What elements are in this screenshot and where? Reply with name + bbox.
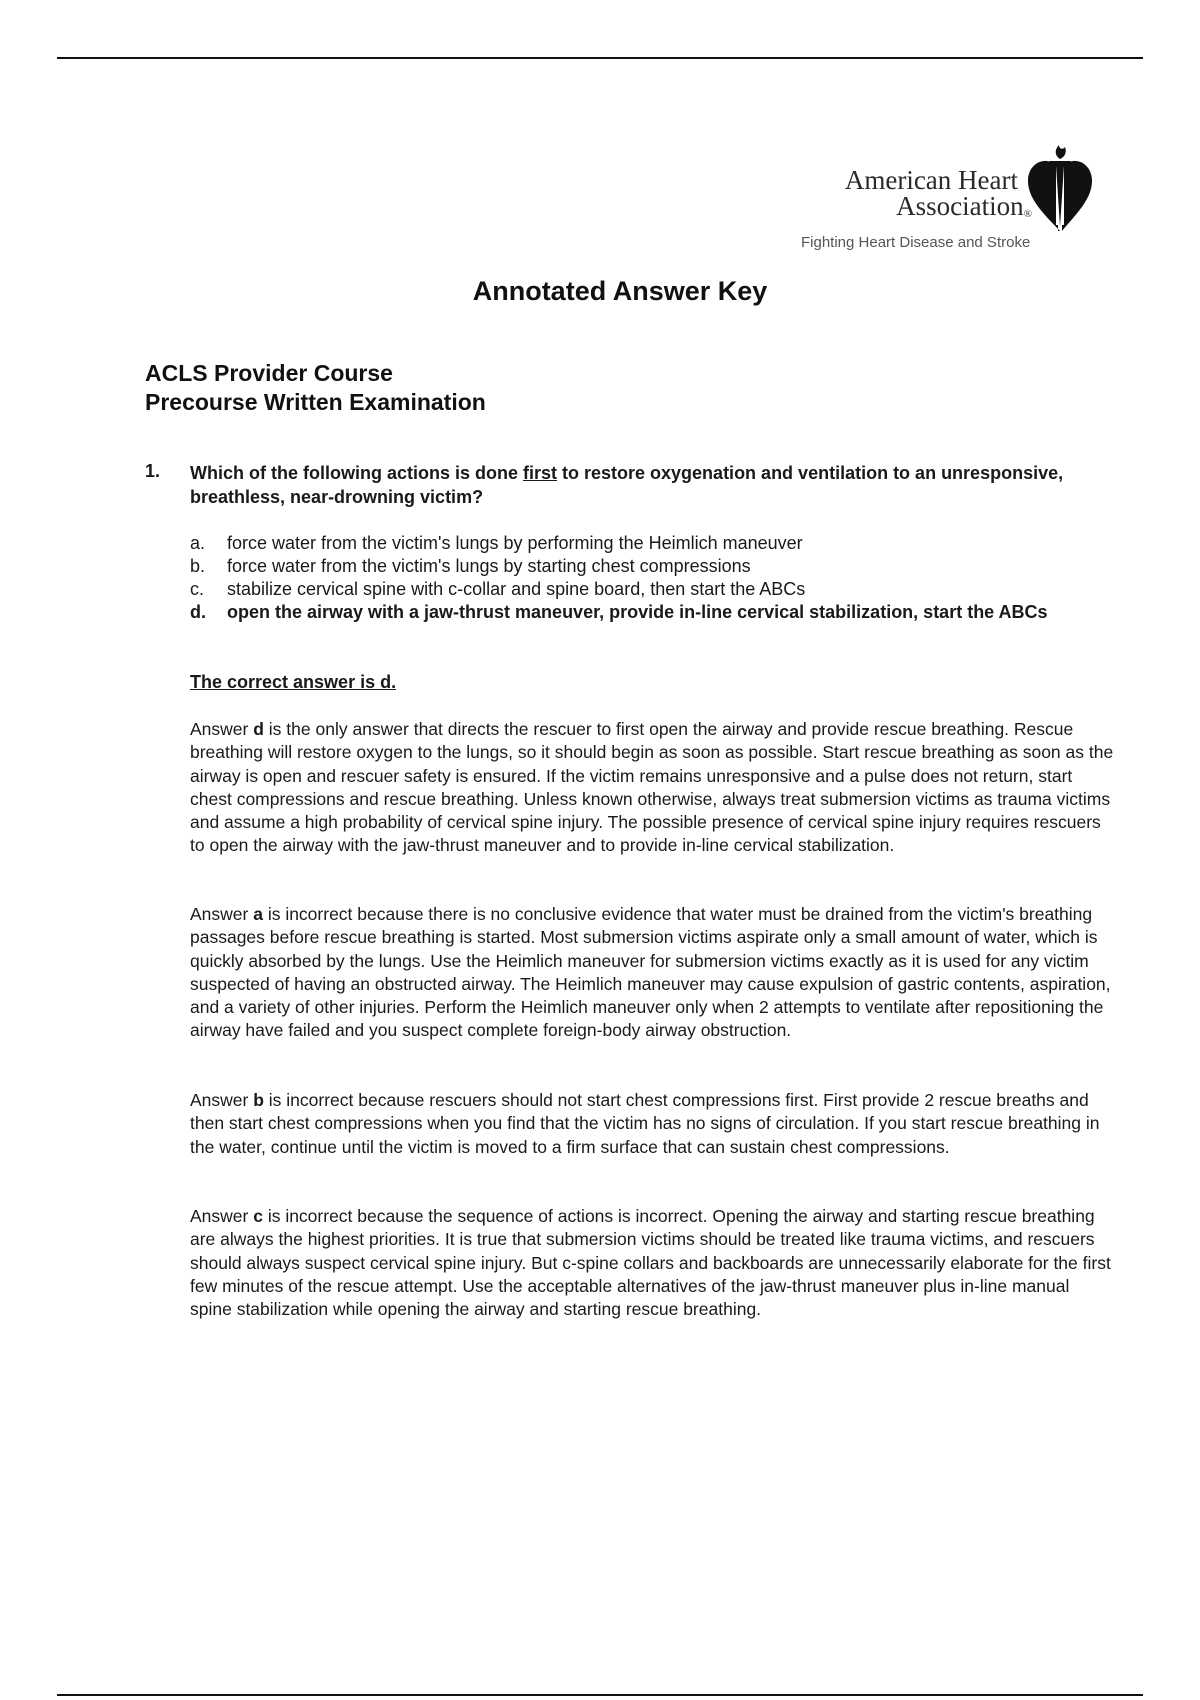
option-a: a. force water from the victim's lungs by performing the Heimlich maneuver (190, 533, 803, 553)
correct-answer: The correct answer is d. (190, 672, 397, 692)
option-d: d. open the airway with a jaw-thrust maneuver, provide in-line cervical stabilization, start the ABCs (190, 602, 1048, 622)
header-rule (57, 57, 1143, 59)
course-name: ACLS Provider Course (145, 360, 393, 386)
option-c: c. stabilize cervical spine with c-collar and spine board, then start the ABCs (190, 579, 806, 599)
option-b: b. force water from the victim's lungs by starting chest compressions (190, 556, 751, 576)
answer-options (190, 532, 1090, 624)
stem-emphasis: first (523, 463, 558, 483)
explanation-a: Answer a is incorrect because there is no conclusive evidence that water must be drained from the victim's breathing passages before rescue breathing is started. Most submersion victims aspirate only a small amount of water, which is quickly absorbed by the lungs. Use the Heimlich maneuver for submersion victims exactly as it is used for any victim suspected of having an obstructed airway. The Heimlich maneuver may cause expulsion of gastric contents, aspiration, and a variety of other injuries. Perform the Heimlich maneuver only when 2 attempts to ventilate after repositioning the airway have failed and you suspect complete foreign-body airway obstruction. (190, 904, 1111, 1041)
explanation-b: Answer b is incorrect because rescuers should not start chest compressions first. First provide 2 rescue breaths and then start chest compressions when you find that the victim has no signs of circulation. If you start rescue breathing in the water, continue until the victim is moved to a firm surface that can sustain chest compressions. (190, 1090, 1100, 1157)
course-heading (145, 359, 486, 417)
logo-name-line2: Association® (896, 191, 1032, 221)
footer-rule (57, 1694, 1143, 1696)
explanation-d: Answer d is the only answer that directs the rescuer to first open the airway and provide rescue breathing. Rescue breathing will restore oxygen to the lungs, so it should begin as soon as possible. Start rescue breathing as soon as the airway is open and rescuer safety is ensured. If the victim remains unresponsive and a pulse does not return, start chest compressions and rescue breathing. Unless known otherwise, always treat submersion victims as trauma victims and assume a high probability of cervical spine injury. The possible presence of cervical spine injury requires rescuers to open the airway with the jaw-thrust maneuver and to provide in-line cervical stabilization. (190, 719, 1114, 856)
question-stem: Which of the following actions is done first to restore oxygenation and ventilation to an unresponsive, breathless, near-drowning victim? (190, 463, 1064, 507)
logo-name-line1: American Heart (844, 165, 1018, 195)
registered-mark: ® (1023, 208, 1032, 220)
heart-torch-icon (1025, 143, 1095, 233)
document-title: Annotated Answer Key (472, 276, 768, 306)
question-number: 1. (145, 461, 161, 481)
exam-name: Precourse Written Examination (145, 389, 486, 415)
logo-tagline: Fighting Heart Disease and Stroke (801, 234, 1031, 251)
explanation-c: Answer c is incorrect because the sequence of actions is incorrect. Opening the airway and starting rescue breathing are always the highest priorities. It is true that submersion victims should be treated like trauma victims, and rescuers should always suspect cervical spine injury. But c-spine collars and backboards are unnecessarily elaborate for the first few minutes of the rescue attempt. Use the acceptable alternatives of the jaw-thrust maneuver plus in-line manual spine stabilization while opening the airway and starting rescue breathing. (190, 1206, 1111, 1320)
aha-logo (795, 143, 1095, 253)
